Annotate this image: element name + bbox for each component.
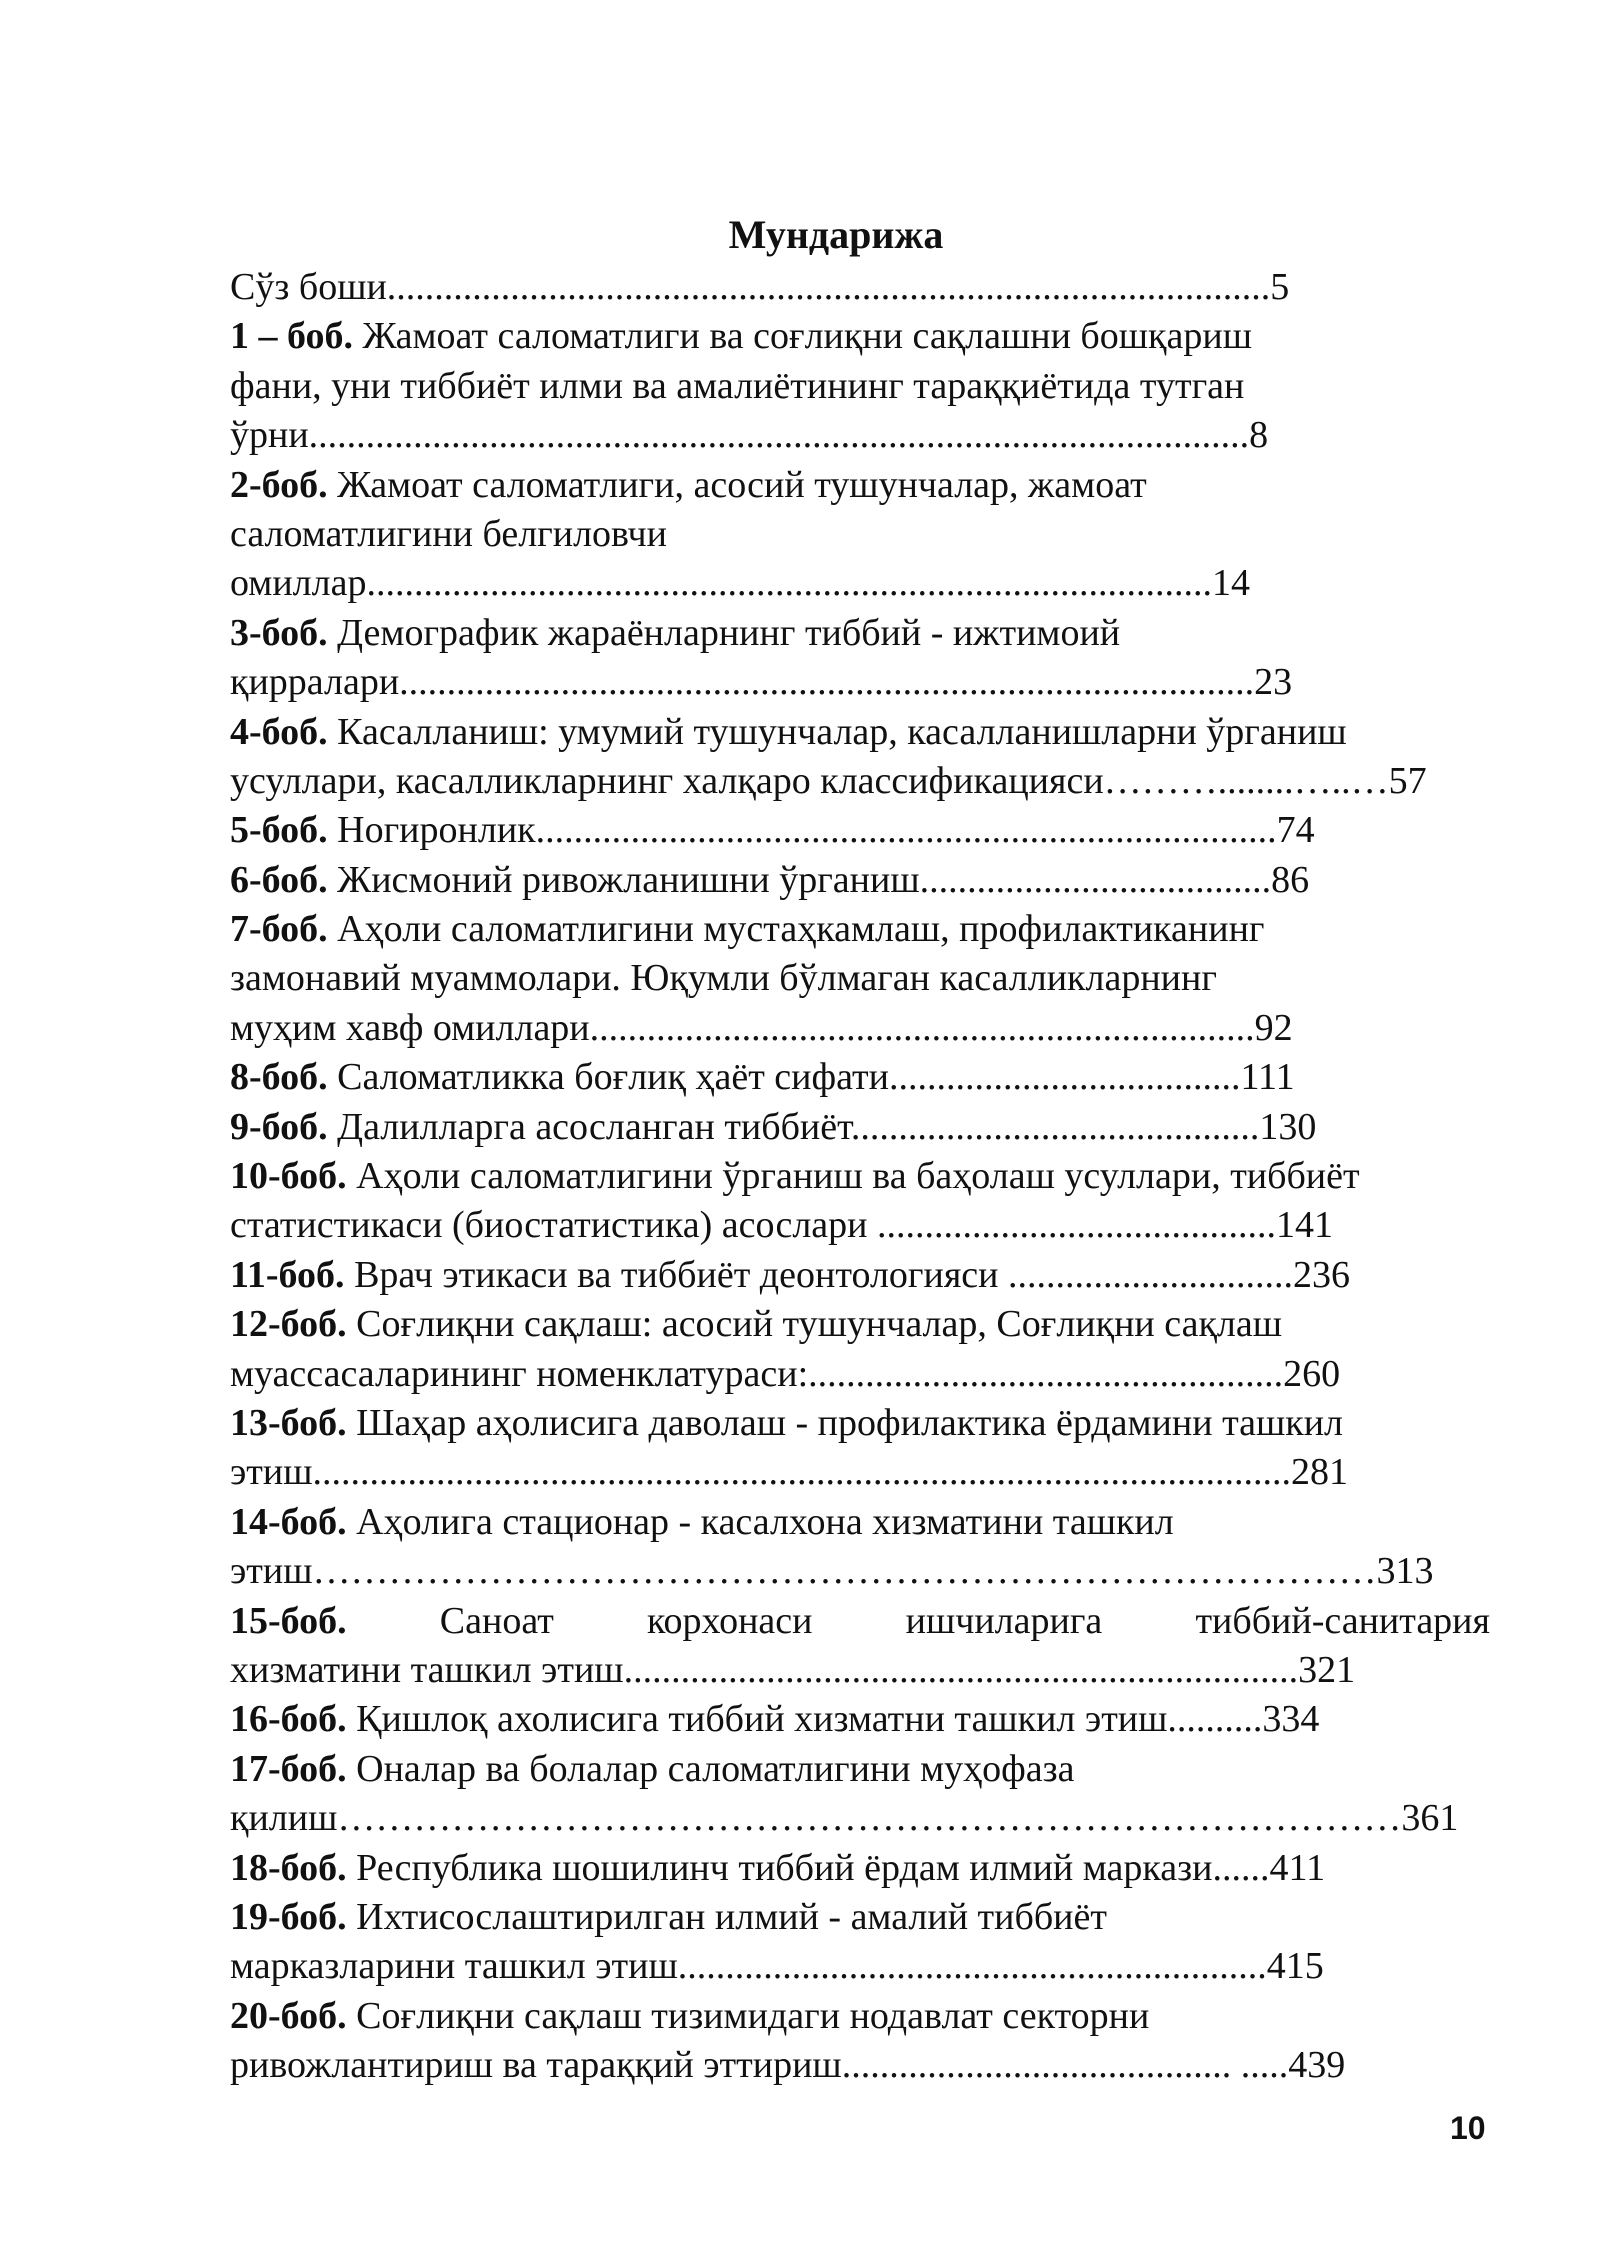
chapter-label: 12-боб. (230, 1303, 347, 1346)
page-number: 10 (1450, 2110, 1486, 2146)
toc-line: 18-боб. Республика шошилинч тиббий ёрдам илмий маркази......411 (230, 1846, 1326, 1889)
chapter-label: 7-боб. (230, 908, 328, 951)
chapter-label: 9-боб. (230, 1105, 328, 1148)
chapter-label: 13-боб. (230, 1401, 347, 1444)
toc-line: омиллар.........................................................................................14 (230, 562, 1250, 605)
chapter-label: 14-боб. (230, 1500, 347, 1543)
toc-line: қирралари..........................................................................................23 (230, 661, 1293, 704)
toc-line: 4-боб. Касалланиш: умумий тушунчалар, касалланишларни ўрганиш (230, 710, 1347, 753)
toc-line: 19-боб. Ихтисослаштирилган илмий - амалий тиббиёт (230, 1895, 1107, 1938)
chapter-label: 2-боб. (230, 463, 328, 506)
chapter-label: 8-боб. (230, 1056, 328, 1099)
toc-line: Сўз боши.............................................................................................5 (230, 266, 1290, 308)
chapter-label: 11-боб. (230, 1253, 345, 1296)
chapter-label: 6-боб. (230, 858, 328, 901)
toc-line: 6-боб. Жисмоний ривожланишни ўрганиш.....................................86 (230, 858, 1310, 901)
toc-line: саломатлигини белгиловчи (230, 512, 667, 555)
toc-line: 12-боб. Соғлиқни сақлаш: асосий тушунчалар, Соғлиқни сақлаш (230, 1303, 1282, 1346)
toc-line: хизматини ташкил этиш.......................................................................321 (230, 1648, 1356, 1691)
toc-line: статистикаси (биостатистика) асослари ..........................................141 (230, 1204, 1333, 1247)
toc-line: 13-боб. Шаҳар аҳолисига даволаш - профилактика ёрдамини ташкил (230, 1401, 1344, 1444)
toc-line: усуллари, касалликларнинг халқаро классификацияси………........…..…57 (230, 759, 1427, 802)
toc-line: қилиш…………………………………………………………………………361 (230, 1797, 1459, 1840)
toc-line: 11-боб. Врач этикаси ва тиббиёт деонтологияси ..............................236 (230, 1253, 1351, 1296)
chapter-label: 3-боб. (230, 611, 328, 654)
toc-line: 15-боб. Саноат корхонаси ишчиларига тиббий-санитария (230, 1599, 1490, 1642)
chapter-label: 20-боб. (230, 1994, 347, 2037)
toc-line: ривожлантириш ва тараққий эттириш......................................... .....439 (230, 2044, 1346, 2087)
chapter-label: 4-боб. (230, 710, 328, 753)
toc-line: 14-боб. Аҳолига стационар - касалхона хизматини ташкил (230, 1500, 1174, 1543)
toc-line: 20-боб. Соғлиқни сақлаш тизимидаги нодавлат секторни (230, 1994, 1150, 2037)
table-of-contents (230, 263, 1490, 2090)
toc-line: 7-боб. Аҳоли саломатлигини мустаҳкамлаш, профилактиканинг (230, 908, 1265, 951)
toc-line: 17-боб. Оналар ва болалар саломатлигини муҳофаза (230, 1747, 1075, 1790)
toc-line: 16-боб. Қишлоқ ахолисига тиббий хизматни ташкил этиш..........334 (230, 1698, 1320, 1741)
toc-line: ўрни...................................................................................................8 (230, 414, 1269, 457)
toc-line: 2-боб. Жамоат саломатлиги, асосий тушунчалар, жамоат (230, 463, 1147, 506)
chapter-label: 1 – боб. (230, 315, 353, 358)
toc-line: 5-боб. Ногиронлик..............................................................................74 (230, 809, 1315, 852)
toc-line: марказларини ташкил этиш..............................................................415 (230, 1945, 1324, 1988)
toc-line: 9-боб. Далилларга асосланган тиббиёт...........................................130 (230, 1105, 1317, 1148)
toc-line: этиш.......................................................................................................281 (230, 1451, 1349, 1494)
page-title: Мундарижа (728, 212, 944, 257)
toc-line: 8-боб. Саломатликка боғлиқ ҳаёт сифати.....................................111 (230, 1056, 1295, 1099)
toc-line: муассасаларининг номенклатураси:..................................................260 (230, 1352, 1341, 1395)
toc-line: 1 – боб. Жамоат саломатлиги ва соғлиқни сақлашни бошқариш (230, 315, 1252, 358)
toc-line: этиш…………………………………………………………………………313 (230, 1550, 1434, 1593)
chapter-label: 17-боб. (230, 1747, 347, 1790)
toc-line: фани, уни тиббиёт илми ва амалиётининг тараққиётида тутган (230, 364, 1245, 407)
chapter-label: 10-боб. (230, 1155, 347, 1198)
chapter-label: 5-боб. (230, 809, 328, 852)
chapter-label: 16-боб. (230, 1698, 347, 1741)
toc-line: 3-боб. Демографик жараёнларнинг тиббий - ижтимоий (230, 611, 1121, 654)
toc-line: 10-боб. Аҳоли саломатлигини ўрганиш ва баҳолаш усуллари, тиббиёт (230, 1155, 1360, 1198)
chapter-label: 15-боб. (230, 1599, 347, 1642)
toc-line: замонавий муаммолари. Юқумли бўлмаган касалликларнинг (230, 957, 1217, 1000)
toc-line: муҳим хавф омиллари......................................................................92 (230, 1006, 1293, 1049)
chapter-label: 18-боб. (230, 1846, 347, 1889)
chapter-label: 19-боб. (230, 1895, 347, 1938)
